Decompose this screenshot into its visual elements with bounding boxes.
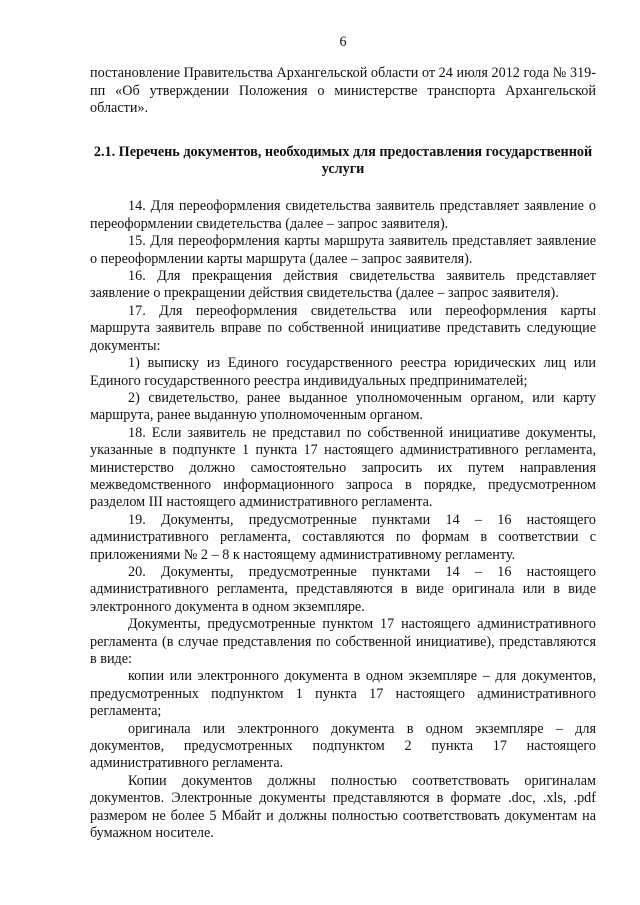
paragraph-17: 17. Для переоформления свидетельства или переоформления карты маршрута заявитель вправе по собственной инициативе представить следующие документы: [90,302,596,354]
paragraph-20-docs: Документы, предусмотренные пунктом 17 настоящего административного регламента (в случае представления по собственной инициативе), представляются в виде: [90,616,596,667]
paragraph-20-copies: копии или электронного документа в одном экземпляре – для документов, предусмотренных подпунктом 1 пункта 17 настоящего административного регламента; [90,668,596,720]
paragraph-top-0: постановление Правительства Архангельской области от 24 июля 2012 года № 319-пп «Об утверждении Положения о министерстве транспорта Архангельской области». [90,65,596,117]
page-number: 6 [339,34,347,50]
paragraph-14: 14. Для переоформления свидетельства заявитель представляет заявление о переоформлении свидетельства (далее – запрос заявителя). [90,198,596,232]
paragraph-20-originals: оригинала или электронного документа в одном экземпляре – для документов, предусмотренных подпунктом 2 пункта 17 настоящего административного регламента. [90,720,596,772]
paragraph-18: 18. Если заявитель не представил по собственной инициативе документы, указанные в подпункте 1 пункта 17 настоящего административного регламента, министерство должно самостоятельно запросить их путем направления межведомственного информационного запроса в порядке, предусмотренном разделом III настоящего административного регламента. [90,424,596,511]
paragraph-17-item-2: 2) свидетельство, ранее выданное уполномоченным органом, или карту маршрута, ранее выданную уполномоченным органом. [90,389,596,424]
paragraph-16: 16. Для прекращения действия свидетельства заявитель представляет заявление о прекращении действия свидетельства (далее – запрос заявителя). [90,268,596,302]
section-heading: 2.1. Перечень документов, необходимых для предоставления государственной услуги [93,143,593,178]
paragraph-15: 15. Для переоформления карты маршрута заявитель представляет заявление о переоформлении карты маршрута (далее – запрос заявителя). [90,233,596,267]
paragraph-19: 19. Документы, предусмотренные пунктами 14 – 16 настоящего административного регламента, составляются по формам в соответствии с приложениями № 2 – 8 к настоящему административному регламенту. [90,511,596,563]
paragraph-copies-requirements: Копии документов должны полностью соответствовать оригиналам документов. Электронные документы представляются в формате .doc, .xls, .pdf размером не более 5 Мбайт и должны полностью соответствовать документам на бумажном носителе. [90,772,596,842]
paragraph-17-item-1: 1) выписку из Единого государственного реестра юридических лиц или Единого государственного реестра индивидуальных предпринимателей; [90,355,596,389]
paragraph-20: 20. Документы, предусмотренные пунктами 14 – 16 настоящего административного регламента, представляются в виде оригинала или в виде электронного документа в одном экземпляре. [90,563,596,615]
